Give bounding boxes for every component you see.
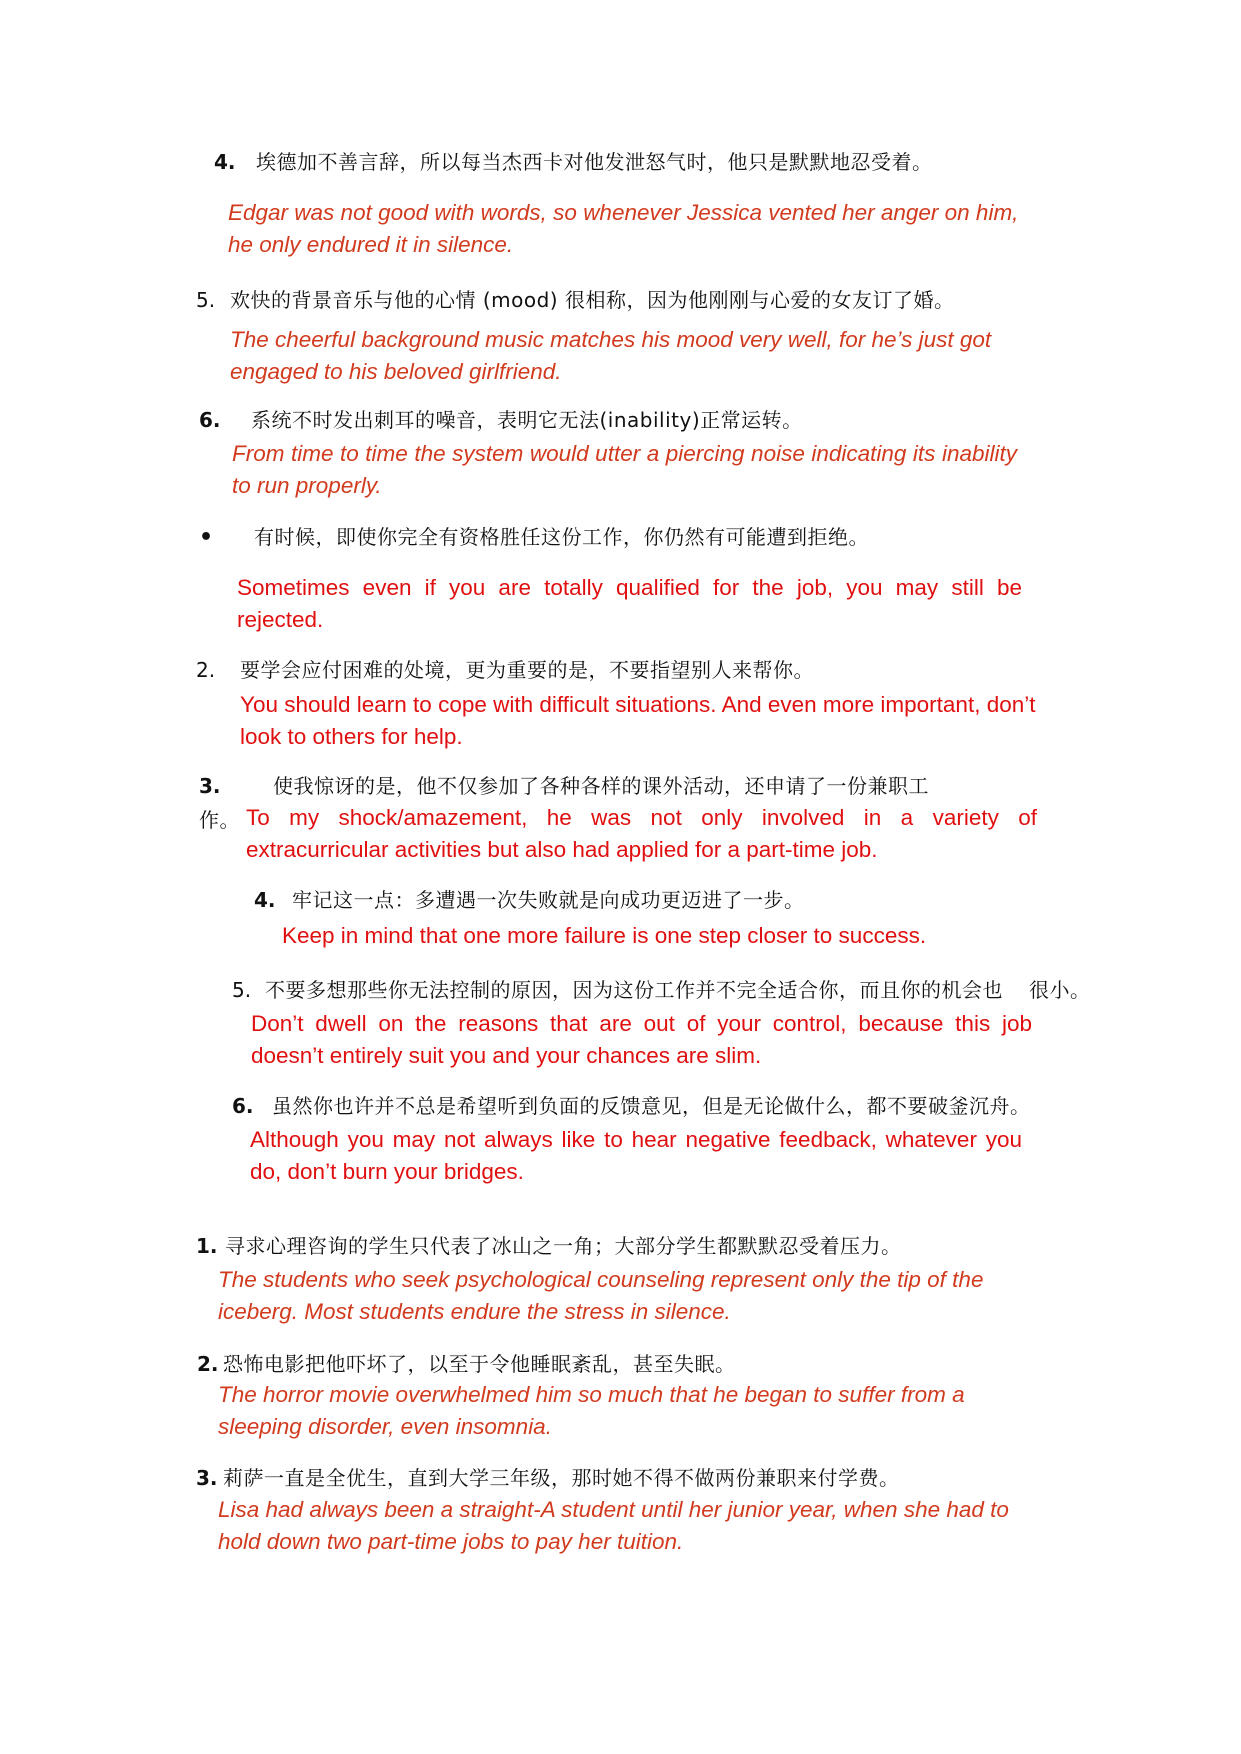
question-row <box>199 770 929 799</box>
question-text: 欢快的背景音乐与他的心情 (mood) 很相称，因为他刚刚与心爱的女友订了婚。 <box>230 288 955 312</box>
answer-text: The horror movie overwhelmed him so much that he began to suffer from a sleeping disorder, even insomnia. <box>218 1382 965 1439</box>
question-number: 3. <box>196 1466 218 1490</box>
answer-text: Don’t dwell on the reasons that are out of your control, because this job doesn’t entirely suit you and your chances are slim. <box>251 1011 1032 1068</box>
question-number: 5. <box>232 978 252 1002</box>
question-row <box>232 974 1091 1003</box>
question-row <box>254 884 805 913</box>
answer-text: To my shock/amazement, he was not only involved in a variety of extracurricular activities but also had applied for a part-time job. <box>246 805 1037 862</box>
question-row <box>232 1090 1031 1119</box>
question-number: 4. <box>214 150 236 174</box>
bullet-icon: • <box>199 525 214 550</box>
question-row <box>199 521 869 550</box>
question-number: 2. <box>196 658 216 682</box>
question-text: 虽然你也许并不总是希望听到负面的反馈意见，但是无论做什么，都不要破釜沉舟。 <box>272 1094 1031 1118</box>
question-row <box>197 1348 736 1377</box>
question-text: 恐怖电影把他吓坏了，以至于令他睡眠紊乱，甚至失眠。 <box>223 1352 736 1376</box>
answer-text: Although you may not always like to hear negative feedback, whatever you do, don’t burn your bridges. <box>250 1127 1022 1184</box>
question-text: 寻求心理咨询的学生只代表了冰山之一角；大部分学生都默默忍受着压力。 <box>225 1234 902 1258</box>
question-text-continued: 很小。 <box>1029 978 1091 1002</box>
question-text-continued: 作。 <box>199 808 240 832</box>
answer-text: Edgar was not good with words, so whenever Jessica vented her anger on him, he only endured it in silence. <box>228 200 1019 257</box>
question-number: 6. <box>232 1094 254 1118</box>
question-row <box>196 654 814 683</box>
question-text: 埃德加不善言辞，所以每当杰西卡对他发泄怒气时，他只是默默地忍受着。 <box>256 150 933 174</box>
question-number: 5. <box>196 288 216 312</box>
question-text: 要学会应付困难的处境，更为重要的是，不要指望别人来帮你。 <box>240 658 814 682</box>
question-text: 使我惊讶的是，他不仅参加了各种各样的课外活动，还申请了一份兼职工 <box>273 774 929 798</box>
question-number: 4. <box>254 888 276 912</box>
answer-text: Keep in mind that one more failure is one step closer to success. <box>282 923 927 948</box>
question-text: 不要多想那些你无法控制的原因，因为这份工作并不完全适合你，而且你的机会也 <box>265 978 1003 1002</box>
question-text: 莉萨一直是全优生，直到大学三年级，那时她不得不做两份兼职来付学费。 <box>223 1466 900 1490</box>
question-row <box>196 284 954 313</box>
question-row <box>199 404 803 433</box>
answer-text: Lisa had always been a straight-A student until her junior year, when she had to hold down two part-time jobs to pay her tuition. <box>218 1497 1009 1554</box>
question-row <box>196 1462 900 1491</box>
question-row <box>214 146 933 175</box>
question-text: 系统不时发出刺耳的噪音，表明它无法(inability)正常运转。 <box>251 408 803 432</box>
question-text: 牢记这一点：多遭遇一次失败就是向成功更迈进了一步。 <box>292 888 805 912</box>
answer-text: Sometimes even if you are totally qualified for the job, you may still be rejected. <box>237 575 1022 632</box>
answer-text: The students who seek psychological counseling represent only the tip of the iceberg. Most students endure the stress in silence. <box>218 1267 984 1324</box>
question-number: 1. <box>196 1234 218 1258</box>
question-number: 6. <box>199 408 221 432</box>
answer-text: You should learn to cope with difficult situations. And even more important, don’t look to others for help. <box>240 692 1036 749</box>
answer-text: From time to time the system would utter a piercing noise indicating its inability to run properly. <box>232 441 1017 498</box>
question-number: 2. <box>197 1352 219 1376</box>
question-text: 有时候，即使你完全有资格胜任这份工作，你仍然有可能遭到拒绝。 <box>254 525 869 549</box>
question-number: 3. <box>199 774 221 798</box>
answer-text: The cheerful background music matches his mood very well, for he’s just got engaged to his beloved girlfriend. <box>230 327 992 384</box>
question-row <box>196 1230 902 1259</box>
question-continuation <box>199 804 240 833</box>
